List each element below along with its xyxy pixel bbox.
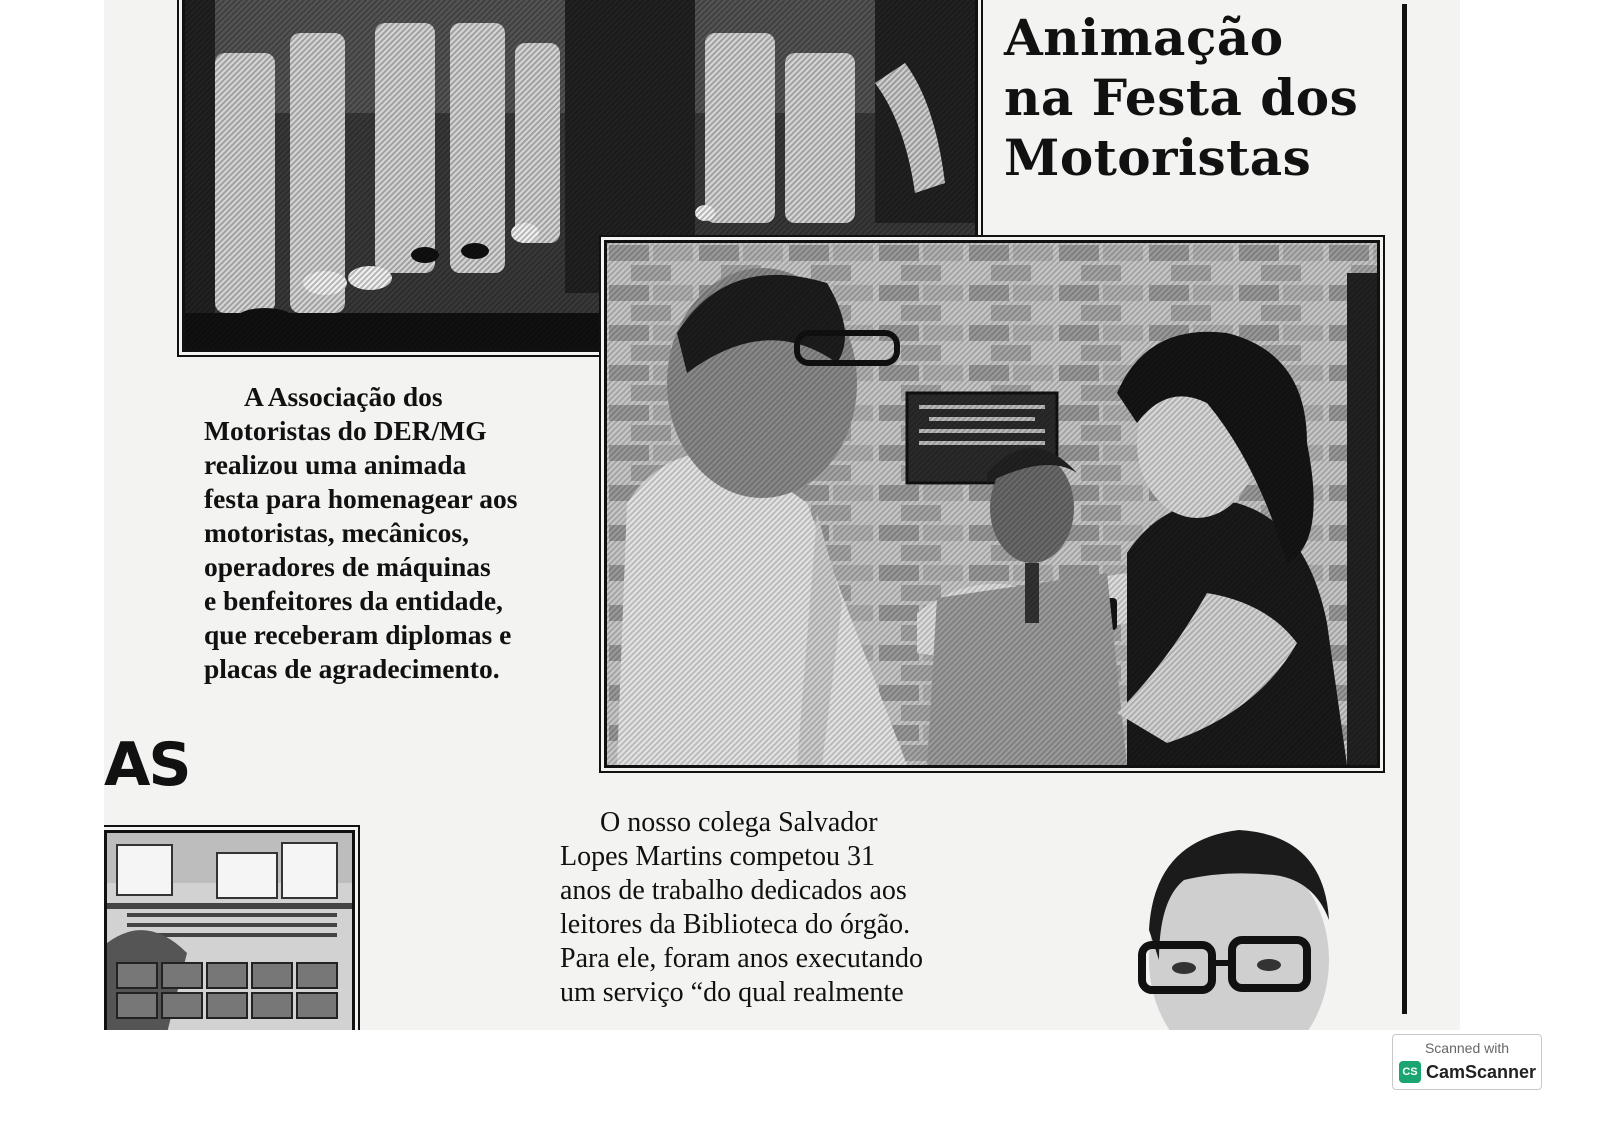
watermark-caption: Scanned with <box>1424 1040 1510 1056</box>
lead-line: que receberam diplomas e <box>204 619 512 650</box>
headline-line: Motoristas <box>1004 128 1312 187</box>
buildings-illustration <box>107 833 352 1030</box>
award-ceremony-photo <box>604 240 1380 768</box>
lead-line: e benfeitores da entidade, <box>204 585 503 616</box>
article-headline <box>1004 8 1394 188</box>
portrait-photo <box>1124 820 1354 1030</box>
camscanner-watermark <box>1392 1034 1542 1090</box>
headline-line: Animação <box>1004 8 1284 67</box>
watermark-brand-row <box>1399 1061 1541 1083</box>
body-line: um serviço “do qual realmente <box>560 977 904 1008</box>
lead-line: festa para homenagear aos <box>204 483 518 514</box>
body-line: Para ele, foram anos executando <box>560 943 924 974</box>
camscanner-logo-icon: CS <box>1399 1061 1421 1083</box>
lead-line: realizou uma animada <box>204 449 467 480</box>
cut-off-headline-fragment: AS <box>104 730 190 800</box>
body-line: anos de trabalho dedicados aos <box>560 875 907 906</box>
headline-line: na Festa dos <box>1004 68 1359 127</box>
second-article-body <box>560 806 1030 1010</box>
article-lead <box>204 380 584 686</box>
lead-line: placas de agradecimento. <box>204 653 500 684</box>
portrait-illustration <box>1124 820 1354 1030</box>
buildings-photo <box>104 830 355 1030</box>
watermark-brand: CamScanner <box>1426 1061 1537 1082</box>
body-line: Lopes Martins competou 31 <box>560 841 875 872</box>
body-line: O nosso colega Salvador <box>600 807 878 838</box>
lead-line: A Associação dos <box>244 381 443 412</box>
lead-line: Motoristas do DER/MG <box>204 415 487 446</box>
column-rule <box>1402 4 1407 1014</box>
newspaper-clipping <box>104 0 1460 1030</box>
body-line: leitores da Biblioteca do órgão. <box>560 909 911 940</box>
lead-line: motoristas, mecânicos, <box>204 517 470 548</box>
award-ceremony-illustration <box>607 243 1377 765</box>
lead-line: operadores de máquinas <box>204 551 491 582</box>
